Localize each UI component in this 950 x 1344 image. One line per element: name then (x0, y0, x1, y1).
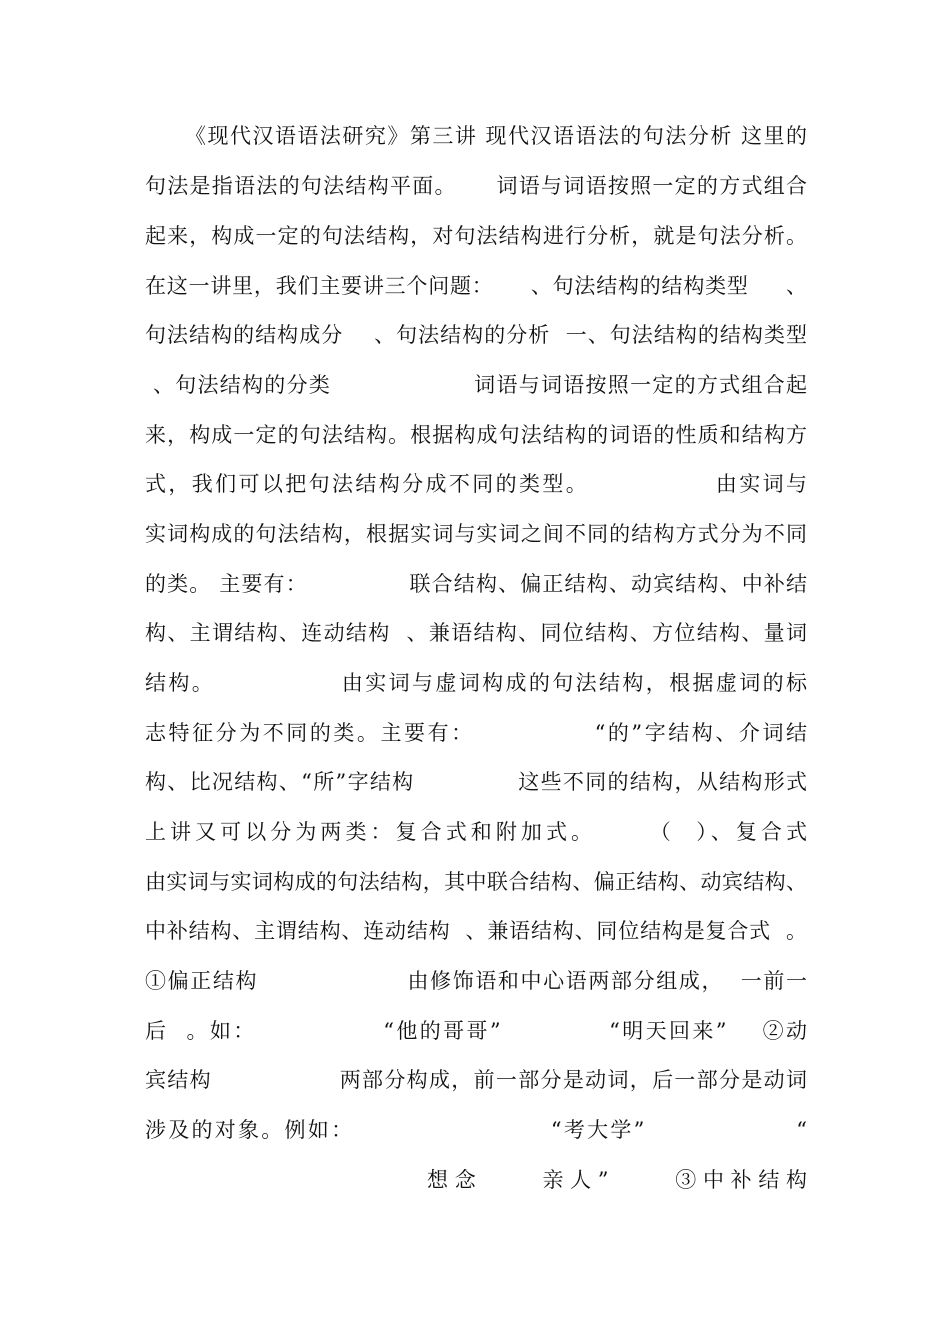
text-line: 志特征分为不同的类。主要有： “的”字结构、介词结 (145, 721, 807, 745)
text-line: 构、主谓结构、连动结构 、兼语结构、同位结构、方位结构、量词 (145, 621, 807, 645)
text-line: 由实词与实词构成的句法结构，其中联合结构、偏正结构、动宾结构、 (145, 870, 807, 894)
text-line: 、句法结构的分类 词语与词语按照一定的方式组合起 (145, 373, 807, 397)
text-line: 式，我们可以把句法结构分成不同的类型。 由实词与 (145, 472, 807, 496)
text-line: 来，构成一定的句法结构。根据构成句法结构的词语的性质和结构方 (145, 423, 807, 447)
text-line: 后 。如： “他的哥哥” “明天回来” ②动 (145, 1019, 807, 1043)
text-line: 涉及的对象。例如： “考大学” “ (145, 1118, 807, 1142)
text-line: ①偏正结构 由修饰语和中心语两部分组成， 一前一 (145, 969, 807, 993)
text-line: 的类。 主要有： 联合结构、偏正结构、动宾结构、中补结 (145, 572, 807, 596)
text-line: 《现代汉语语法研究》第三讲 现代汉语语法的句法分析 这里的 (185, 124, 807, 148)
text-line: 结构。 由实词与虚词构成的句法结构，根据虚词的标 (145, 671, 807, 695)
text-line: 句法结构的结构成分 、句法结构的分析 一、句法结构的结构类型 (145, 323, 807, 347)
text-line: 宾结构 两部分构成，前一部分是动词，后一部分是动词 (145, 1068, 807, 1092)
text-line: 上讲又可以分为两类：复合式和附加式。 （ ）、复合式 (145, 820, 807, 844)
text-line: 实词构成的句法结构，根据实词与实词之间不同的结构方式分为不同 (145, 522, 807, 546)
text-line: 起来，构成一定的句法结构，对句法结构进行分析，就是句法分析。 (145, 224, 807, 248)
text-line: 中补结构、主谓结构、连动结构 、兼语结构、同位结构是复合式 。 (145, 919, 807, 943)
text-line: 句法是指语法的句法结构平面。 词语与词语按照一定的方式组合 (145, 174, 807, 198)
text-line: 构、比况结构、“所”字结构 这些不同的结构，从结构形式 (145, 770, 807, 794)
text-line: 在这一讲里，我们主要讲三个问题： 、句法结构的结构类型 、 (145, 274, 807, 298)
text-line: 想 念 亲 人 ” ③ 中 补 结 构 (427, 1168, 807, 1192)
